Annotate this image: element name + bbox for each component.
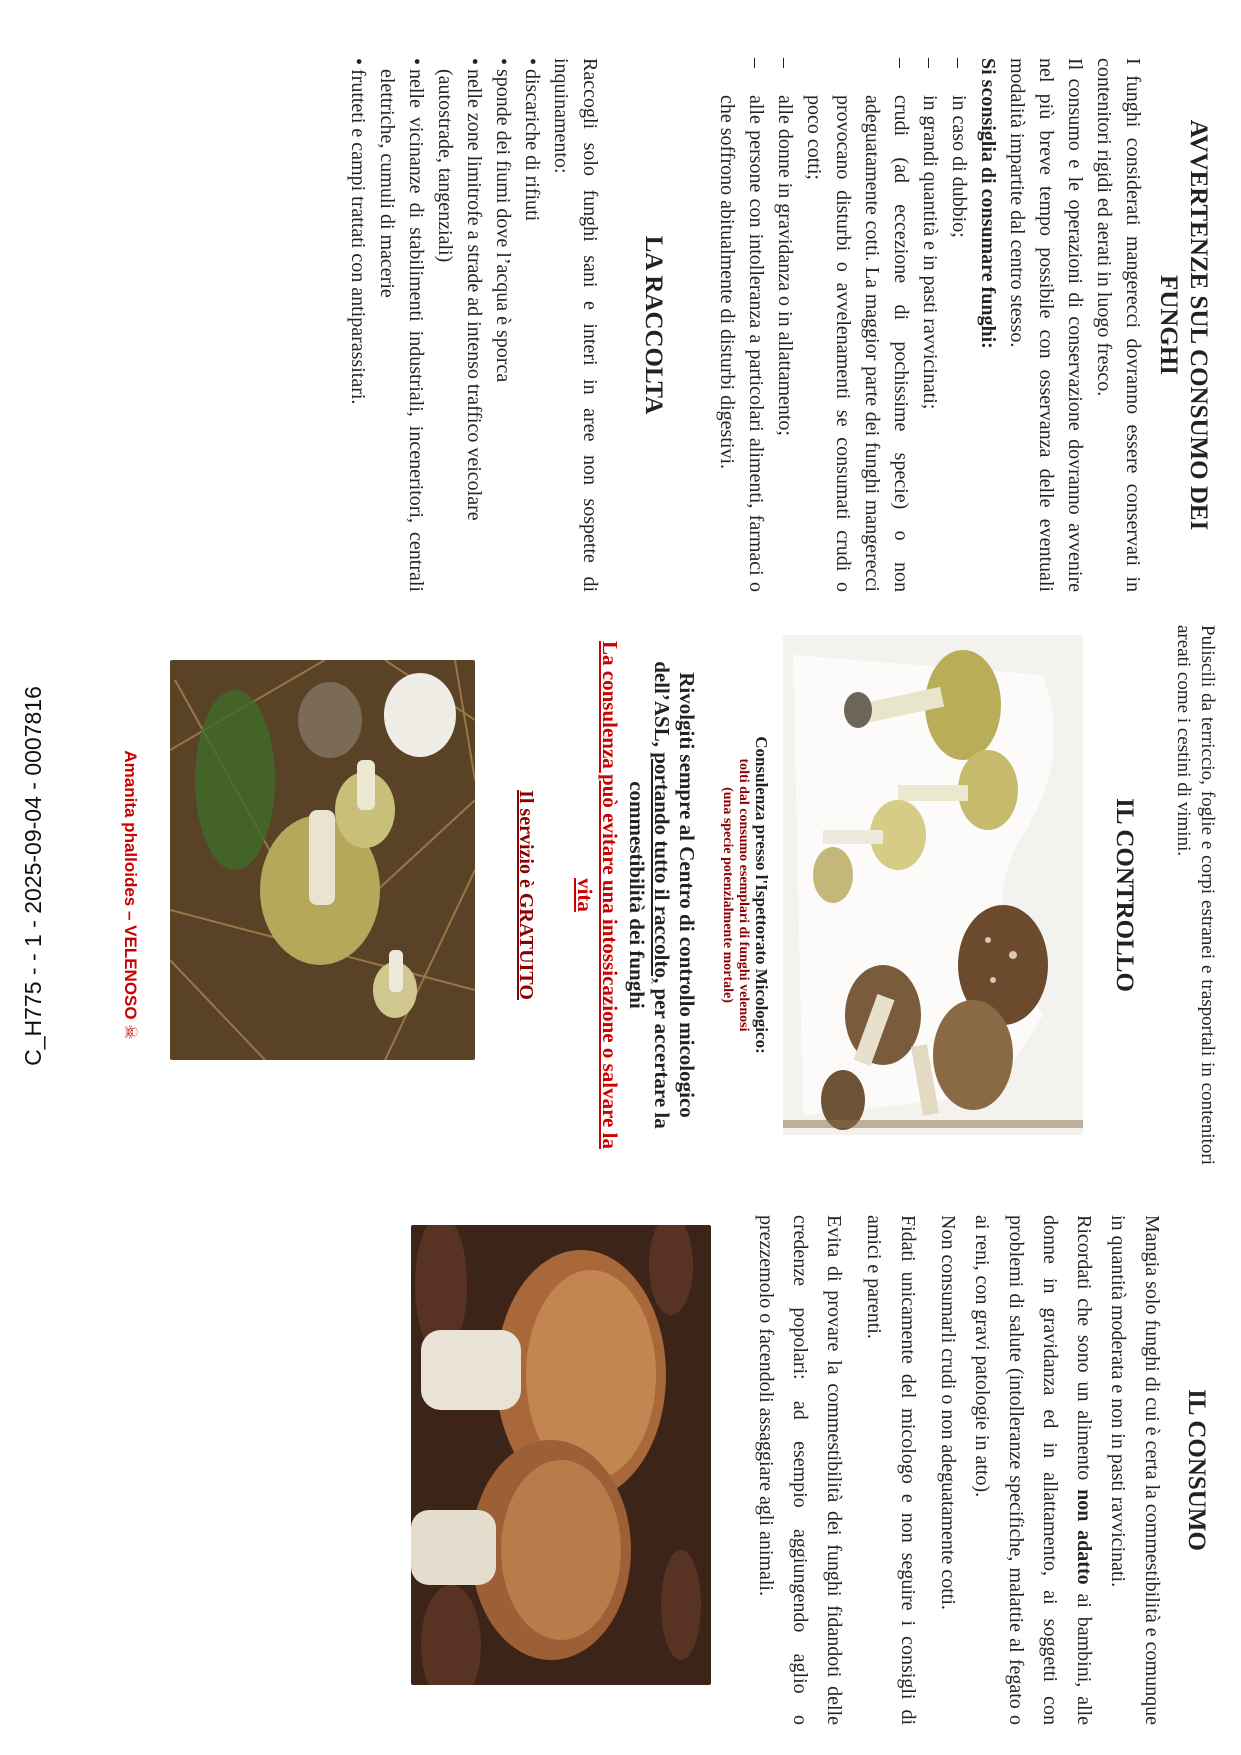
panel-controllo (0, 615, 1241, 1175)
raccolta-item: • sponde dei fiumi dove l’acqua è sporca (488, 58, 517, 592)
consumo-title: IL CONSUMO (1183, 1389, 1210, 1551)
free-service-note: Il servizio è GRATUITO (515, 790, 537, 1000)
photo-caption-line3: (una specie potenzialmente mortale) (720, 787, 735, 1003)
raccolta-list (343, 58, 546, 592)
raccolta-title: LA RACCOLTA (640, 235, 667, 415)
control-advice-line1: Rivolgiti sempre al Centro di controllo micologico dell’ASL, (650, 661, 699, 1118)
panel-avvertenze (0, 40, 1241, 610)
advice-heading (973, 58, 1002, 592)
control-advice (513, 625, 699, 1165)
consumo-p2-bold: non adatto (1073, 1489, 1095, 1585)
amanita-phalloides-photo (170, 660, 475, 1060)
consumo-p3: Non consumarli crudi o non adeguatamente cotti. (937, 1215, 959, 1610)
consumo-p2-post: ai bambini, alle donne in gravidanza ed in allattamento, ai soggetti con problemi di salute (intolleranze specifiche, malattie al fegato o ai reni, con gravi patologie in atto). (971, 1215, 1095, 1725)
amanita-caption: Amanita phalloides – VELENOSO ☠ (121, 750, 140, 1040)
consumo-p2 (965, 1215, 1101, 1725)
control-advice-text (624, 631, 699, 1159)
confiscated-mushrooms-illustration (783, 635, 1083, 1135)
raccolta-item: • nelle vicinanze di stabilimenti industriali, inceneritori, centrali elettriche, cumuli di macerie (372, 58, 430, 592)
pulizia-intro: Puliscili da terriccio, foglie e corpi estranei e trasportali in contenitori areati come i cestini di vimini. (1173, 625, 1218, 1165)
panel-consumo (0, 1205, 1241, 1735)
photo-caption (719, 625, 771, 1165)
raccolta-intro: Raccogli solo funghi sani e interi in aree non sospette di inquinamento: (550, 58, 601, 592)
advice-heading-text: Si sconsiglia di consumare funghi: (977, 58, 999, 349)
document-stamp: C_H775 - - 1 - 2025-09-04 - 0007816 (20, 686, 46, 1066)
avvertenze-p2: Il consumo e le operazioni di conservazione dovranno avvenire nel più breve tempo possibile con osservanza delle eventuali modalità impartite dal centro stesso. (1006, 58, 1086, 592)
avvertenze-title: AVVERTENZE SUL CONSUMO DEI FUNGHI (1155, 119, 1212, 531)
raccolta-item: • frutteti e campi trattati con antiparassitari. (343, 58, 372, 592)
advice-item: – in caso di dubbio; (944, 58, 973, 592)
advice-item: – alle donne in gravidanza o in allattamento; (770, 58, 799, 592)
avvertenze-p1: I funghi considerati mangerecci dovranno essere conservati in contenitori rigidi ed aerati in luogo fresco. (1093, 58, 1144, 592)
life-saving-note: La consulenza può evitare una intossicazione o salvare la vita (573, 641, 622, 1149)
control-advice-underlined: portando tutto il raccolto, (650, 752, 674, 984)
advice-item: – in grandi quantità e in pasti ravvicinati; (915, 58, 944, 592)
photo-caption-line2: tolti dal consumo esemplari di funghi velenosi (736, 758, 751, 1032)
confiscated-mushrooms-photo (783, 635, 1083, 1135)
consumo-p2-pre: Ricordati che sono un alimento (1073, 1215, 1095, 1490)
advice-list (712, 58, 973, 592)
advice-item: – alle persone con intolleranza a particolari alimenti, farmaci o che soffrono abitualmente di disturbi digestivi. (712, 58, 770, 592)
amanita-forest-illustration (170, 660, 475, 1060)
advice-item: – crudi (ad eccezione di pochissime specie) o non adeguatamente cotti. La maggior parte dei funghi mangerecci provocano disturbi o avvelenamenti se consumati crudi o poco cotti; (799, 58, 915, 592)
photo-caption-title: Consulenza presso l'Ispettorato Micologico: (752, 736, 771, 1054)
consumo-p1: Mangia solo funghi di cui è certa la commestibilità e comunque in quantità moderata e non in pasti ravvicinati. (1107, 1215, 1163, 1725)
consumo-p5: Evita di provare la commestibilità dei funghi fidandoti delle credenze popolari: ad esempio aggiungendo aglio o prezzemolo o facendoli assaggiare agli animali. (755, 1215, 845, 1725)
raccolta-item: • discariche di rifiuti (517, 58, 546, 592)
porcini-photo (411, 1225, 711, 1685)
porcini-illustration (411, 1225, 711, 1685)
controllo-title: IL CONTROLLO (1111, 798, 1138, 992)
raccolta-item: • nelle zone limitrofe a strade ad intenso traffico veicolare (autostrade, tangenziali) (430, 58, 488, 592)
consumo-p4: Fidati unicamente del micologo e non seguire i consigli di amici e parenti. (863, 1215, 919, 1725)
control-advice-line2: per accertare la commestibilità dei funghi (625, 781, 674, 1129)
